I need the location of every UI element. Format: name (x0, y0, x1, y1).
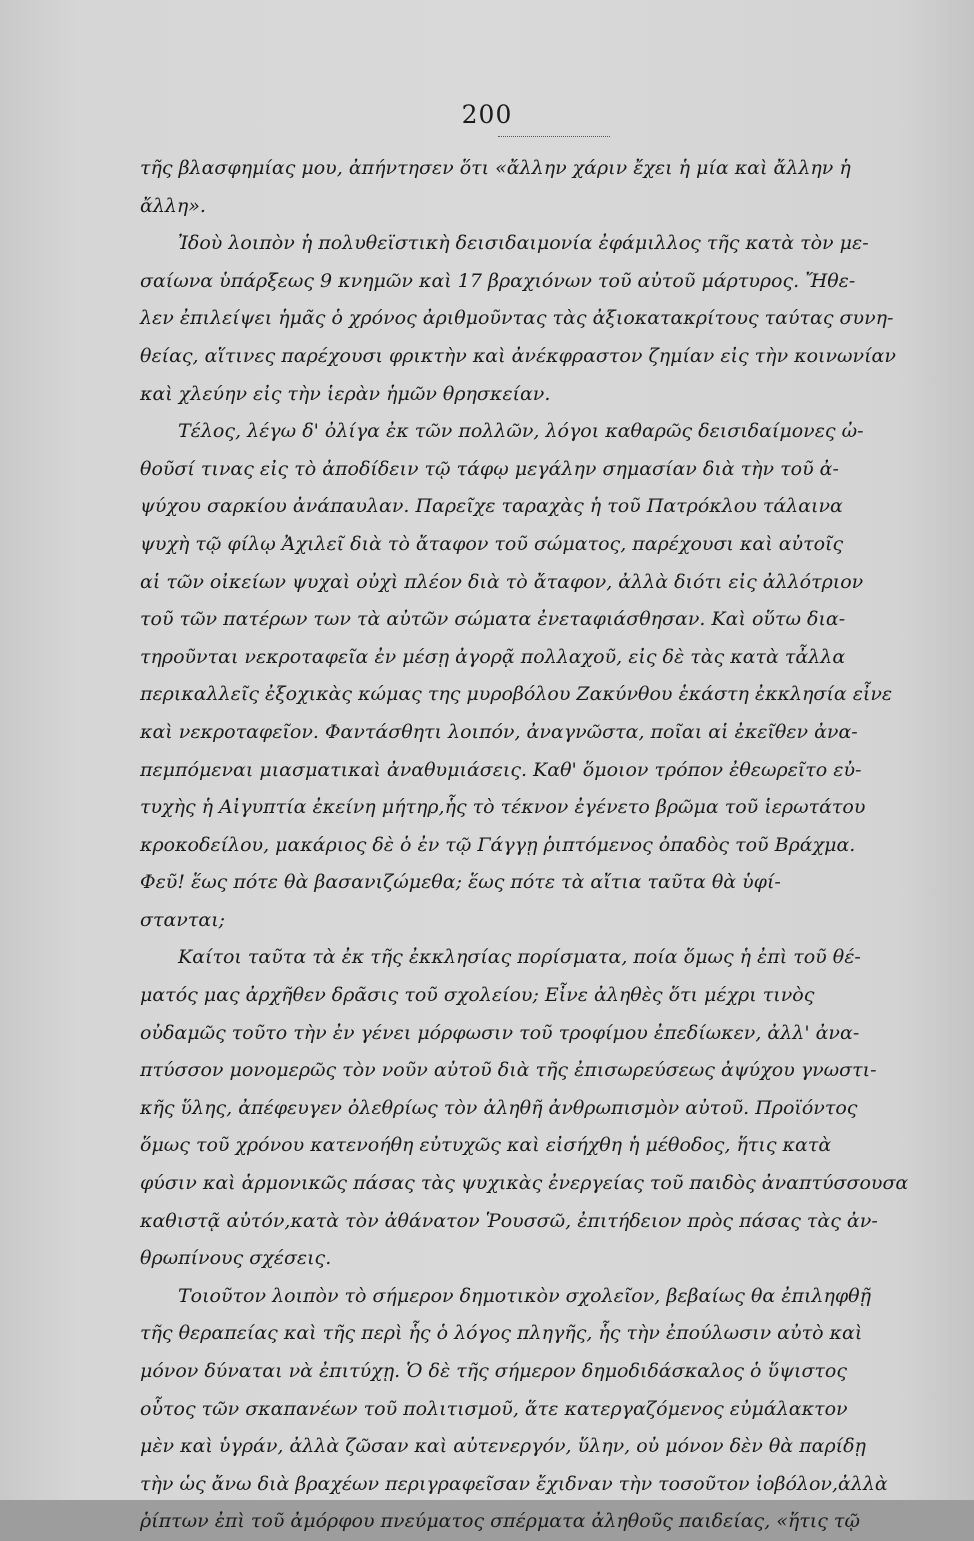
text-line: τοῦ τῶν πατέρων των τὰ αὐτῶν σώματα ἐνεταφιάσθησαν. Καὶ οὕτω δια- (140, 608, 846, 631)
text-line: ἄλλη». (140, 194, 206, 217)
text-line: σαίωνα ὑπάρξεως 9 κνημῶν καὶ 17 βραχιόνων τοῦ αὐτοῦ μάρτυρος. Ἤθε- (140, 269, 856, 292)
text-line: ὅμως τοῦ χρόνου κατενοήθη εὐτυχῶς καὶ εἰσήχθη ἡ μέθοδος, ἥτις κατὰ (140, 1134, 832, 1157)
text-line: κῆς ὕλης, ἀπέφευγεν ὀλεθρίως τὸν ἀληθῆ ἀνθρωπισμὸν αὐτοῦ. Προϊόντος (140, 1096, 858, 1119)
text-line: οὗτος τῶν σκαπανέων τοῦ πολιτισμοῦ, ἅτε κατεργαζόμενος εὐμάλακτον (140, 1397, 848, 1420)
page-number-rule (498, 136, 610, 137)
text-line: πτύσσον μονομερῶς τὸν νοῦν αὐτοῦ διὰ τῆς ἐπισωρεύσεως ἀψύχου γνωστι- (140, 1059, 877, 1082)
text-line: θρωπίνους σχέσεις. (140, 1247, 332, 1270)
text-line: ψυχὴ τῷ φίλῳ Ἀχιλεῖ διὰ τὸ ἄταφον τοῦ σώματος, παρέχουσι καὶ αὐτοῖς (140, 532, 844, 555)
text-line: καὶ νεκροταφεῖον. Φαντάσθητι λοιπόν, ἀναγνῶστα, ποῖαι αἱ ἐκεῖθεν ἀνα- (140, 720, 858, 743)
text-line: τηροῦνται νεκροταφεῖα ἐν μέσῃ ἀγορᾷ πολλαχοῦ, εἰς δὲ τὰς κατὰ τἆλλα (140, 645, 846, 668)
paragraph-start-line: Τοιοῦτον λοιπὸν τὸ σήμερον δημοτικὸν σχολεῖον, βεβαίως θα ἐπιληφθῇ (178, 1284, 871, 1307)
text-line: κροκοδείλου, μακάριος δὲ ὁ ἐν τῷ Γάγγῃ ῥιπτόμενος ὀπαδὸς τοῦ Βράχμα. (140, 833, 856, 856)
text-line: τῆς θεραπείας καὶ τῆς περὶ ἧς ὁ λόγος πληγῆς, ἧς τὴν ἐπούλωσιν αὐτὸ καὶ (140, 1322, 863, 1345)
text-line: μὲν καὶ ὑγράν, ἀλλὰ ζῶσαν καὶ αὐτενεργόν, ὕλην, οὐ μόνον δὲν θὰ παρίδῃ (140, 1435, 866, 1458)
text-line: αἱ τῶν οἰκείων ψυχαὶ οὐχὶ πλέον διὰ τὸ ἄταφον, ἀλλὰ διότι εἰς ἀλλότριον (140, 570, 864, 593)
text-line: περικαλλεῖς ἐξοχικὰς κώμας της μυροβόλου Ζακύνθου ἑκάστη ἐκκλησία εἶνε (140, 683, 893, 706)
paragraph-start-line: Ἰδοὺ λοιπὸν ἡ πολυθεϊστικὴ δεισιδαιμονία ἐφάμιλλος τῆς κατὰ τὸν με- (178, 232, 869, 255)
text-line: καὶ χλεύην εἰς τὴν ἱερὰν ἡμῶν θρησκείαν. (140, 382, 551, 405)
body-text (140, 150, 974, 1541)
page-number: 200 (461, 100, 513, 129)
paragraph-start-line: Τέλος, λέγω δ' ὀλίγα ἐκ τῶν πολλῶν, λόγοι καθαρῶς δεισιδαίμονες ὠ- (178, 420, 864, 443)
text-line: τὴν ὡς ἄνω διὰ βραχέων περιγραφεῖσαν ἔχιδναν τὴν τοσοῦτον ἰοβόλον,ἀλλὰ (140, 1472, 888, 1495)
text-line: θοῦσί τινας εἰς τὸ ἀποδίδειν τῷ τάφῳ μεγάλην σημασίαν διὰ τὴν τοῦ ἀ- (140, 457, 839, 480)
text-line: οὐδαμῶς τοῦτο τὴν ἐν γένει μόρφωσιν τοῦ τροφίμου ἐπεδίωκεν, ἀλλ' ἀνα- (140, 1021, 860, 1044)
text-line: μόνον δύναται νὰ ἐπιτύχῃ. Ὁ δὲ τῆς σήμερον δημοδιδάσκαλος ὁ ὕψιστος (140, 1360, 847, 1382)
text-line: θείας, αἵτινες παρέχουσι φρικτὴν καὶ ἀνέκφραστον ζημίαν εἰς τὴν κοινωνίαν (140, 344, 896, 367)
paragraph-start-line: Καίτοι ταῦτα τὰ ἐκ τῆς ἐκκλησίας πορίσματα, ποία ὅμως ἡ ἐπὶ τοῦ θέ- (178, 946, 861, 969)
text-line: καθιστᾷ αὐτόν,κατὰ τὸν ἀθάνατον Ῥουσσῶ, ἐπιτήδειον πρὸς πάσας τὰς ἀν- (140, 1209, 878, 1232)
text-line: τυχὴς ἡ Αἰγυπτία ἐκείνη μήτηρ,ἧς τὸ τέκνον ἐγένετο βρῶμα τοῦ ἱερωτάτου (140, 796, 866, 819)
text-line: λεν ἐπιλείψει ἡμᾶς ὁ χρόνος ἀριθμοῦντας τὰς ἀξιοκατακρίτους ταύτας συνη- (140, 307, 894, 330)
text-line: φύσιν καὶ ἁρμονικῶς πάσας τὰς ψυχικὰς ἐνεργείας τοῦ παιδὸς ἀναπτύσσουσα (140, 1172, 909, 1195)
text-line: ματός μας ἀρχῆθεν δρᾶσις τοῦ σχολείου; Εἶνε ἀληθὲς ὅτι μέχρι τινὸς (140, 984, 815, 1007)
text-line: στανται; (140, 908, 226, 931)
text-line: τῆς βλασφημίας μου, ἀπήντησεν ὅτι «ἄλλην χάριν ἔχει ἡ μία καὶ ἄλλην ἡ (140, 157, 851, 179)
text-line: πεμπόμεναι μιασματικαὶ ἀναθυμιάσεις. Καθ' ὅμοιον τρόπον ἐθεωρεῖτο εὐ- (140, 758, 862, 781)
text-line: Φεῦ! ἕως πότε θὰ βασανιζώμεθα; ἕως πότε τὰ αἴτια ταῦτα θὰ ὑφί- (140, 871, 781, 894)
text-line: ῥίπτων ἐπὶ τοῦ ἀμόρφου πνεύματος σπέρματα ἀληθοῦς παιδείας, «ἥτις τῷ (140, 1510, 860, 1533)
text-line: ψύχου σαρκίου ἀνάπαυλαν. Παρεῖχε ταραχὰς ἡ τοῦ Πατρόκλου τάλαινα (140, 495, 843, 518)
